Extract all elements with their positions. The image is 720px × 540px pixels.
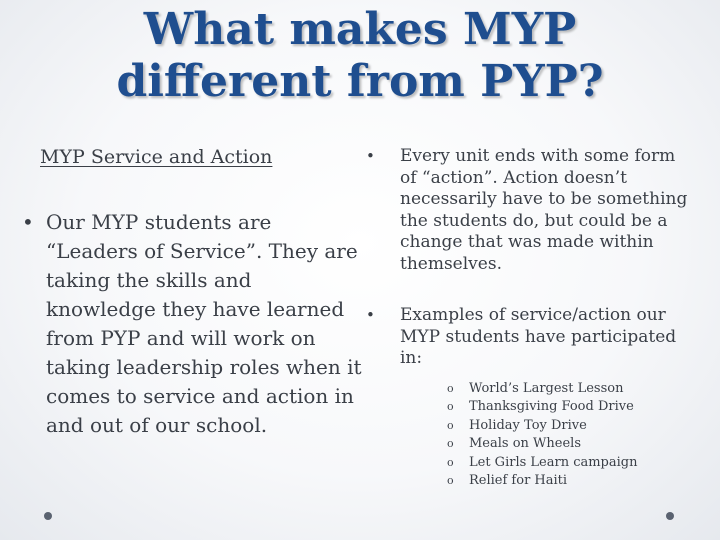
right-bullet-item xyxy=(362,146,692,275)
example-text: World’s Largest Lesson xyxy=(469,380,624,396)
corner-dot-right xyxy=(666,512,674,520)
slide-title xyxy=(0,4,720,108)
left-bullet-item xyxy=(22,208,367,440)
left-column xyxy=(22,208,367,440)
section-subheading: MYP Service and Action xyxy=(40,146,273,168)
example-item xyxy=(400,435,692,454)
bullet-icon: • xyxy=(22,210,34,234)
circle-bullet-icon: o xyxy=(447,455,454,469)
bullet-icon: • xyxy=(366,147,375,165)
left-bullet-text: Our MYP students are “Leaders of Service”. They are taking the skills and knowledge they have learned from PYP and will work on taking leadership roles when it comes to service and action in and out of our school. xyxy=(46,210,362,437)
circle-bullet-icon: o xyxy=(447,437,454,450)
right-bullet-item xyxy=(362,305,692,491)
example-item xyxy=(400,398,692,417)
examples-list xyxy=(400,380,692,491)
right-column xyxy=(362,146,692,491)
example-text: Let Girls Learn campaign xyxy=(469,454,638,470)
circle-bullet-icon: o xyxy=(447,381,454,395)
example-item xyxy=(400,417,692,436)
title-line-1: What makes MYP xyxy=(143,4,577,55)
bullet-icon: • xyxy=(366,306,375,324)
title-line-2: different from PYP? xyxy=(116,56,604,107)
circle-bullet-icon: o xyxy=(447,474,454,487)
example-item xyxy=(400,472,692,491)
example-item xyxy=(400,454,692,473)
right-bullet-text: Every unit ends with some form of “action”. Action doesn’t necessarily have to be something the students do, but could be a change that was made within themselves. xyxy=(400,146,688,274)
example-text: Holiday Toy Drive xyxy=(469,417,587,433)
right-bullet-text: Examples of service/action our MYP students have participated in: xyxy=(400,305,677,368)
example-item xyxy=(400,380,692,399)
circle-bullet-icon: o xyxy=(447,400,454,413)
circle-bullet-icon: o xyxy=(447,418,454,432)
example-text: Thanksgiving Food Drive xyxy=(469,399,634,414)
corner-dot-left xyxy=(44,512,52,520)
example-text: Relief for Haiti xyxy=(469,473,568,488)
example-text: Meals on Wheels xyxy=(469,436,581,451)
